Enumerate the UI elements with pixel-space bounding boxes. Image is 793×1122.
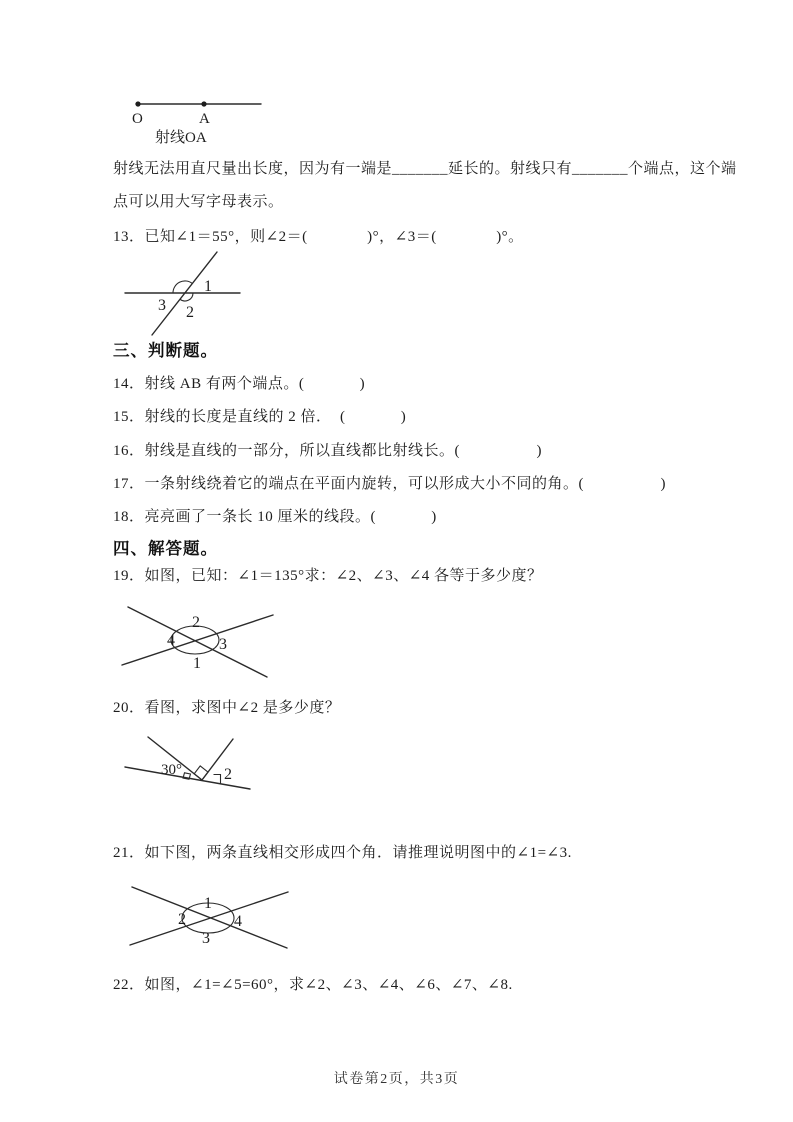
question-16: 16．射线是直线的一部分，所以直线都比射线长。( ) [113,443,542,459]
angle-30-mark [183,773,191,779]
angle-3-label: 3 [202,930,210,947]
section-3-title: 三、判断题。 [113,341,218,360]
angle-2-label: 2 [192,614,200,631]
angle-1-label: 1 [204,278,212,295]
question-21: 21．如下图，两条直线相交形成四个角．请推理说明图中的∠1=∠3. [113,845,572,861]
question-20: 20．看图，求图中∠2 是多少度？ [113,700,341,716]
angle-2-label: 2 [178,911,186,928]
question-15: 15．射线的长度是直线的 2 倍． ( ) [113,409,407,425]
point-a-dot [201,101,206,106]
section-4-title: 四、解答题。 [113,539,218,558]
ray-oa-figure [128,90,313,150]
question-13: 13．已知∠1＝55°，则∠2＝( )°，∠3＝( )°。 [113,229,524,245]
fill-blank-paragraph [113,153,753,219]
question-13-figure [115,246,330,346]
question-22: 22．如图，∠1=∠5=60°，求∠2、∠3、∠4、∠6、∠7、∠8. [113,977,513,993]
point-a-label: A [199,111,210,127]
angle-4-label: 4 [234,913,242,930]
ray-caption: 射线OA [155,130,207,146]
angle-2-label: 2 [186,304,194,321]
angle-3-label: 3 [158,297,166,314]
right-angle-square [194,766,208,780]
page-footer: 试卷第2页，共3页 [333,1072,460,1087]
question-17: 17．一条射线绕着它的端点在平面内旋转，可以形成大小不同的角。( ) [113,476,666,492]
angle-1-label: 1 [193,655,201,672]
point-o-label: O [132,111,143,127]
angle-2-label: 2 [224,766,232,783]
question-14: 14．射线 AB 有两个端点。( ) [113,376,366,392]
point-o-dot [135,101,140,106]
angle-1-label: 1 [204,895,212,912]
question-18: 18．亮亮画了一条长 10 厘米的线段。( ) [113,509,437,525]
question-19-figure [115,598,285,683]
question-21-figure [118,883,303,958]
fill-blank-line-2: 点可以用大写字母表示。 [113,194,284,210]
angle-30-label: 30° [161,762,182,778]
angle-4-label: 4 [167,632,175,649]
fill-blank-line-1: 射线无法用直尺量出长度，因为有一端是_______延长的。射线只有_______个端点，这个端 [113,161,737,177]
question-19: 19．如图，已知：∠1＝135°求：∠2、∠3、∠4 各等于多少度？ [113,568,543,584]
angle-3-label: 3 [219,636,227,653]
question-20-figure [120,728,340,818]
